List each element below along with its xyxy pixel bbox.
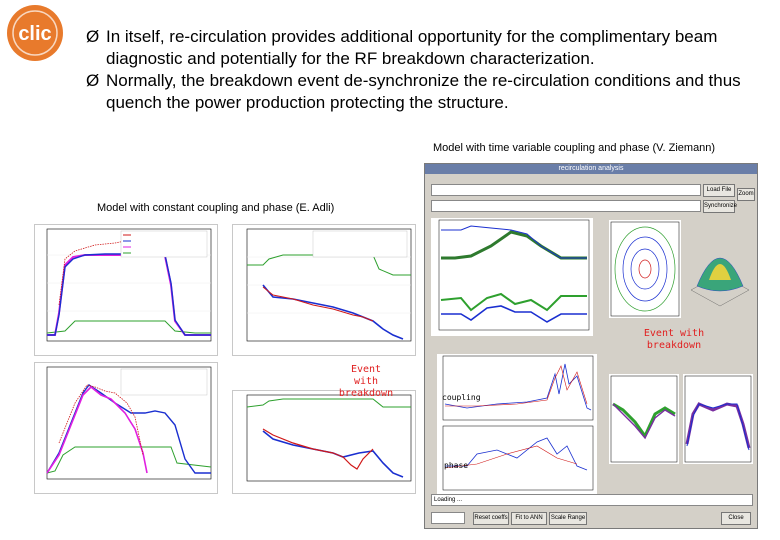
fit-button[interactable]: Fit to ANN [511, 512, 547, 525]
plot-phase-bottom [232, 390, 416, 494]
gui-plot-small-2 [683, 374, 753, 464]
logo-text: clic [18, 23, 52, 45]
plot-power-bottom [34, 362, 218, 494]
value-field[interactable] [431, 512, 465, 524]
bullet-item [86, 70, 776, 114]
load-file-button[interactable]: Load File [703, 184, 735, 197]
file-path-field-1[interactable] [431, 184, 701, 196]
annotation-event-right: Event with breakdown [643, 328, 705, 351]
bullet-arrow-icon: Ø [86, 27, 100, 46]
bullet-list [86, 26, 776, 114]
annotation-coupling: coupling [442, 393, 481, 402]
close-button[interactable]: Close [721, 512, 751, 525]
annotation-event-left: Event with breakdown [338, 364, 394, 399]
synchronize-button[interactable]: Synchronize [703, 200, 735, 213]
scale-range-button[interactable]: Scale Range [549, 512, 587, 525]
plot-power-top [34, 224, 218, 356]
plot-phase-top [232, 224, 416, 356]
file-path-field-2[interactable] [431, 200, 701, 212]
annotation-phase: phase [444, 461, 469, 470]
reset-coeffs-button[interactable]: Reset coeffs [473, 512, 509, 525]
zoom-button[interactable]: Zoom [737, 188, 755, 201]
clic-logo [4, 4, 66, 62]
caption-left: Model with constant coupling and phase (E. Adli) [97, 202, 335, 214]
bullet-item [86, 26, 776, 70]
gui-plot-small-1 [609, 374, 679, 464]
caption-right: Model with time variable coupling and phase (V. Ziemann) [433, 142, 716, 154]
gui-plot-coupling-phase [437, 354, 597, 494]
bullet-text: Normally, the breakdown event de-synchronize the re-circulation conditions and thus quench the power production protecting the structure. [106, 71, 741, 112]
gui-plot-contour [609, 220, 681, 318]
loading-field: Loading ... [431, 494, 753, 506]
bullet-text: In itself, re-circulation provides additional opportunity for the complimentary beam diagnostic and potentially for the RF breakdown characterization. [106, 27, 718, 68]
gui-plot-signals [431, 218, 593, 336]
gui-title: recirculation analysis [425, 164, 757, 174]
gui-plot-surface [687, 220, 753, 318]
bullet-arrow-icon: Ø [86, 71, 100, 90]
